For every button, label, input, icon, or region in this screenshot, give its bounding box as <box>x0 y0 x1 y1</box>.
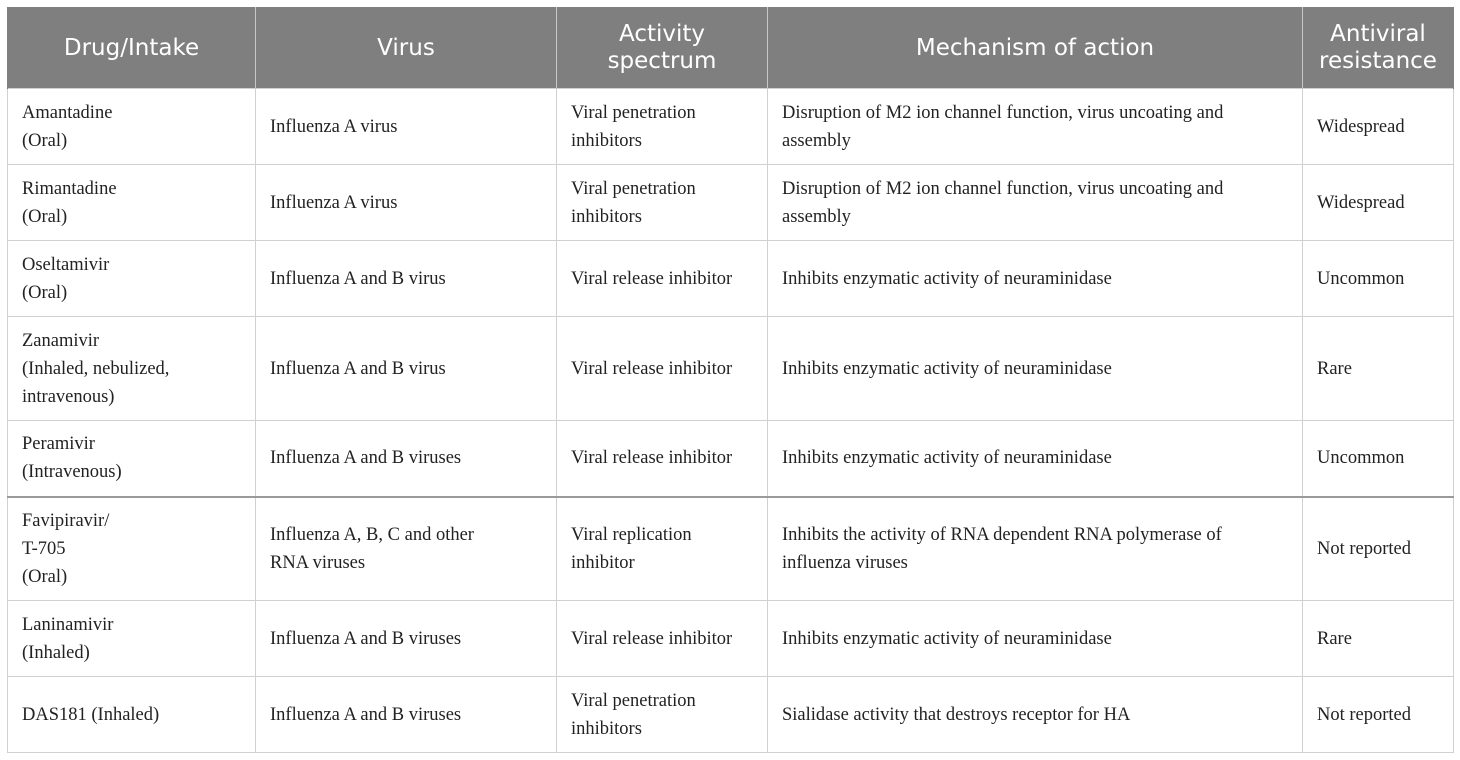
activity-line1: Viral penetration <box>571 102 696 123</box>
cell-activity-spectrum <box>557 165 768 241</box>
cell-drug-intake <box>8 89 256 165</box>
cell-virus: Influenza A virus <box>256 89 557 165</box>
drug-name: Favipiravir/ <box>22 510 110 531</box>
cell-virus: Influenza A and B virus <box>256 317 557 421</box>
cell-activity-spectrum <box>557 677 768 753</box>
antiviral-drugs-table <box>7 7 1454 753</box>
mechanism-line2: assembly <box>782 130 851 151</box>
mechanism-line1: Inhibits the activity of RNA dependent RNA polymerase of <box>782 524 1222 545</box>
virus-line2: RNA viruses <box>270 552 366 573</box>
cell-mechanism: Inhibits enzymatic activity of neuraminidase <box>768 317 1303 421</box>
drug-name: Oseltamivir <box>22 254 110 275</box>
cell-resistance: Not reported <box>1303 497 1454 601</box>
header-antiviral-resistance <box>1303 8 1454 89</box>
cell-drug-intake <box>8 497 256 601</box>
table-row <box>8 165 1454 241</box>
table-row <box>8 317 1454 421</box>
table-header <box>8 8 1454 89</box>
cell-mechanism <box>768 165 1303 241</box>
cell-activity-spectrum: Viral release inhibitor <box>557 421 768 497</box>
drug-name: Rimantadine <box>22 178 117 199</box>
cell-virus <box>256 497 557 601</box>
drug-name: Laninamivir <box>22 614 114 635</box>
table-body <box>8 89 1454 753</box>
header-activity-line1: Activity <box>618 21 705 47</box>
drug-intake: (Oral) <box>22 206 68 227</box>
cell-drug-intake <box>8 317 256 421</box>
cell-resistance: Not reported <box>1303 677 1454 753</box>
drug-name: Peramivir <box>22 434 95 455</box>
cell-virus: Influenza A and B viruses <box>256 677 557 753</box>
header-virus: Virus <box>256 8 557 89</box>
cell-activity-spectrum: Viral release inhibitor <box>557 241 768 317</box>
cell-drug-intake <box>8 241 256 317</box>
drug-intake: (Intravenous) <box>22 462 122 483</box>
cell-mechanism <box>768 497 1303 601</box>
header-drug-intake: Drug/Intake <box>8 8 256 89</box>
drug-intake: (Inhaled, nebulized, <box>22 358 170 379</box>
mechanism-line2: assembly <box>782 206 851 227</box>
cell-mechanism: Inhibits enzymatic activity of neuraminidase <box>768 241 1303 317</box>
activity-line2: inhibitors <box>571 130 642 151</box>
cell-resistance: Rare <box>1303 317 1454 421</box>
table-row <box>8 601 1454 677</box>
virus-line1: Influenza A, B, C and other <box>270 524 474 545</box>
activity-line1: Viral penetration <box>571 690 696 711</box>
header-resistance-line2: resistance <box>1319 48 1437 74</box>
header-activity-spectrum <box>557 8 768 89</box>
cell-activity-spectrum <box>557 497 768 601</box>
drug-intake-cont: intravenous) <box>22 386 115 407</box>
header-activity-line2: spectrum <box>607 48 717 74</box>
header-row <box>8 8 1454 89</box>
cell-mechanism: Inhibits enzymatic activity of neuraminidase <box>768 421 1303 497</box>
drug-intake: (Inhaled) <box>22 642 90 663</box>
cell-resistance: Uncommon <box>1303 241 1454 317</box>
cell-mechanism <box>768 89 1303 165</box>
cell-activity-spectrum <box>557 89 768 165</box>
cell-virus: Influenza A virus <box>256 165 557 241</box>
cell-virus: Influenza A and B virus <box>256 241 557 317</box>
drug-name: Amantadine <box>22 102 113 123</box>
cell-drug-intake <box>8 421 256 497</box>
drug-intake: (Oral) <box>22 566 68 587</box>
cell-resistance: Widespread <box>1303 165 1454 241</box>
cell-activity-spectrum: Viral release inhibitor <box>557 317 768 421</box>
activity-line2: inhibitors <box>571 718 642 739</box>
cell-drug-intake: DAS181 (Inhaled) <box>8 677 256 753</box>
drug-intake: (Oral) <box>22 282 68 303</box>
cell-activity-spectrum: Viral release inhibitor <box>557 601 768 677</box>
cell-mechanism: Sialidase activity that destroys receptor for HA <box>768 677 1303 753</box>
activity-line1: Viral replication <box>571 524 692 545</box>
table-row <box>8 497 1454 601</box>
cell-virus: Influenza A and B viruses <box>256 421 557 497</box>
activity-line1: Viral penetration <box>571 178 696 199</box>
drug-intake: (Oral) <box>22 130 68 151</box>
cell-mechanism: Inhibits enzymatic activity of neuraminidase <box>768 601 1303 677</box>
header-mechanism-of-action: Mechanism of action <box>768 8 1303 89</box>
table-row <box>8 421 1454 497</box>
activity-line2: inhibitors <box>571 206 642 227</box>
cell-resistance: Widespread <box>1303 89 1454 165</box>
header-resistance-line1: Antiviral <box>1330 21 1426 47</box>
activity-line2: inhibitor <box>571 552 635 573</box>
drug-code: T-705 <box>22 538 66 559</box>
table-row <box>8 677 1454 753</box>
cell-virus: Influenza A and B viruses <box>256 601 557 677</box>
cell-drug-intake <box>8 601 256 677</box>
table-row <box>8 89 1454 165</box>
drug-name: Zanamivir <box>22 330 100 351</box>
cell-resistance: Rare <box>1303 601 1454 677</box>
mechanism-line1: Disruption of M2 ion channel function, virus uncoating and <box>782 178 1224 199</box>
mechanism-line2: influenza viruses <box>782 552 908 573</box>
mechanism-line1: Disruption of M2 ion channel function, virus uncoating and <box>782 102 1224 123</box>
cell-drug-intake <box>8 165 256 241</box>
cell-resistance: Uncommon <box>1303 421 1454 497</box>
table-row <box>8 241 1454 317</box>
